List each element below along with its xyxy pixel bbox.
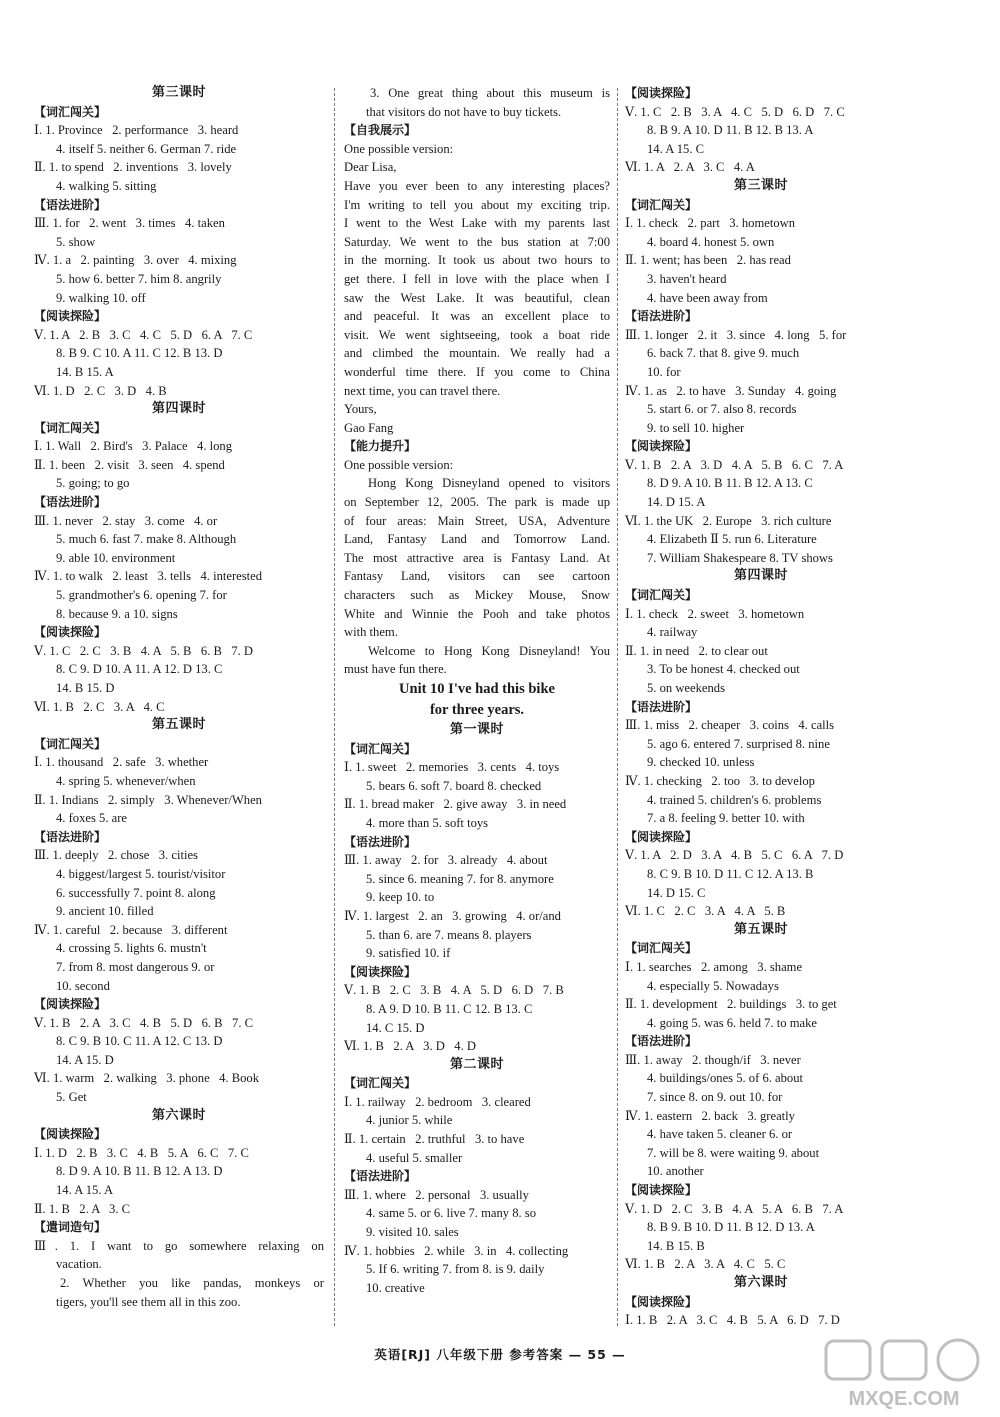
answer-line: Ⅲ. 1. where 2. personal 3. usually [344,1187,529,1202]
answer-line: 5. Get [56,1090,87,1105]
answer-line: 8. A 9. D 10. B 11. C 12. B 13. C [366,1001,533,1016]
lesson-heading: 第四课时 [151,401,206,417]
section-label: 【阅读探险】 [344,964,417,979]
text-line: wonderful time there. If you come to China [344,364,610,379]
page-footer: 英语[RJ] 八年级下册 参考答案 — 55 — [374,1347,626,1362]
answer-column-3 [625,84,897,1330]
answer-line: 4. same 5. or 6. live 7. many 8. so [366,1206,536,1221]
unit-title: for three years. [429,702,525,718]
answer-line: Ⅲ. 1. miss 2. cheaper 3. coins 4. calls [625,718,835,733]
answer-line: Ⅱ. 1. in need 2. to clear out [625,643,768,658]
answer-line: 4. have taken 5. cleaner 6. or [647,1127,793,1142]
section-label: 【遣词造句】 [34,1220,107,1235]
answer-line: Ⅲ. 1. longer 2. it 3. since 4. long 5. for [625,327,847,342]
answer-line: Ⅵ. 1. the UK 2. Europe 3. rich culture [625,513,832,528]
answer-line: 9. walking 10. off [56,290,146,305]
answer-line: Ⅲ. 1. away 2. for 3. already 4. about [344,853,548,868]
answer-line: Ⅴ. 1. D 2. C 3. B 4. A 5. A 6. B 7. A [625,1201,844,1216]
answer-line: 4. railway [647,625,698,640]
text-line: 3. One great thing about this museum is [370,86,610,100]
text-line: White and Winnie the Pooh and take photos [344,606,610,621]
answer-line: Ⅵ. 1. D 2. C 3. D 4. B [34,383,167,398]
answer-line: 8. C 9. B 10. C 11. A 12. C 13. D [56,1034,223,1049]
answer-line: 5. ago 6. entered 7. surprised 8. nine [647,736,830,751]
answer-line: Ⅰ. 1. B 2. A 3. C 4. B 5. A 6. D 7. D [625,1313,840,1328]
section-label: 【语法进阶】 [344,834,417,849]
answer-line: Ⅵ. 1. A 2. A 3. C 4. A [625,160,755,175]
answer-line: 9. keep 10. to [366,890,435,905]
answer-line: Ⅴ. 1. B 2. A 3. D 4. A 5. B 6. C 7. A [625,457,844,472]
lesson-heading: 第五课时 [733,921,788,937]
answer-line: 14. B 15. D [56,681,115,695]
answer-line: 14. A 15. D [56,1052,114,1067]
text-line: I went to the West Lake with my parents last [344,216,610,231]
text-line: I'm writing to tell you about my exciting trip. [344,197,610,212]
text-line: visit. We went sightseeing, took a boat ride [344,327,610,342]
answer-line: 8. B 9. A 10. D 11. B 12. B 13. A [647,123,814,138]
answer-line: Ⅱ. 1. bread maker 2. give away 3. in need [344,797,567,812]
answer-line: 4. walking 5. sitting [56,178,157,193]
answer-line: 5. than 6. are 7. means 8. players [366,927,532,942]
answer-line: Ⅰ. 1. thousand 2. safe 3. whether [34,755,209,770]
answer-line: 5. much 6. fast 7. make 8. Although [56,532,237,547]
answer-line: Ⅳ. 1. to walk 2. least 3. tells 4. interested [34,569,263,584]
answer-line: 10. for [647,364,681,379]
answer-line: 14. A 15. C [647,141,705,156]
text-line: Fantasy Land, visitors can see cartoon [344,569,610,584]
column-divider [617,88,618,1326]
text-line: Hong Kong Disneyland opened to visitors [368,476,610,491]
answer-line: 4. useful 5. smaller [366,1150,463,1165]
answer-line: 8. C 9. D 10. A 11. A 12. D 13. C [56,662,223,677]
answer-line: 10. another [647,1164,704,1179]
section-label: 【阅读探险】 [34,625,107,640]
answer-line: Gao Fang [344,420,394,435]
answer-line: Ⅳ. 1. hobbies 2. while 3. in 4. collecting [344,1243,569,1258]
answer-line: 14. B 15. A [56,364,114,379]
answer-line: Ⅲ. 1. deeply 2. chose 3. cities [34,848,198,863]
answer-line: Ⅲ. 1. away 2. though/if 3. never [625,1052,801,1067]
answer-line: 4. buildings/ones 5. of 6. about [647,1071,804,1086]
answer-column-2 [344,84,610,1297]
answer-line: Ⅱ. 1. certain 2. truthful 3. to have [344,1132,525,1147]
answer-line: with them. [344,625,398,640]
text-line: 2. Whether you like pandas, monkeys or [60,1276,324,1290]
answer-line: Ⅳ. 1. eastern 2. back 3. greatly [625,1108,795,1123]
answer-line: 5. show [56,234,96,249]
answer-line: Ⅴ. 1. C 2. C 3. B 4. A 5. B 6. B 7. D [34,643,254,658]
answer-line: 4. board 4. honest 5. own [647,234,775,249]
answer-line: 5. on weekends [647,681,725,695]
lesson-heading: 第五课时 [151,717,206,733]
answer-line: Ⅱ. 1. to spend 2. inventions 3. lovely [34,160,232,175]
lesson-heading: 第一课时 [449,722,504,737]
answer-line: 7. a 8. feeling 9. better 10. with [647,811,805,826]
answer-line: 4. have been away from [647,290,768,305]
answer-line: tigers, you'll see them all in this zoo. [56,1294,241,1309]
answer-line: 14. B 15. B [647,1238,705,1253]
answer-line: Ⅴ. 1. C 2. B 3. A 4. C 5. D 6. D 7. C [625,104,845,119]
answer-line: 4. crossing 5. lights 6. mustn't [56,941,207,956]
text-line: of four areas: Main Street, USA, Adventure [344,513,610,528]
answer-line: 14. C 15. D [366,1020,425,1035]
answer-line: 8. D 9. A 10. B 11. B 12. A 13. D [56,1164,223,1179]
answer-line: 7. from 8. most dangerous 9. or [56,959,215,974]
answer-line: 4. junior 5. while [366,1113,453,1128]
answer-line: 10. creative [366,1280,425,1295]
section-label: 【阅读探险】 [625,439,698,454]
answer-line: that visitors do not have to buy tickets. [366,104,562,119]
section-label: 【阅读探险】 [625,86,698,100]
text-line: The most attractive area is Fantasy Land. At [344,550,610,565]
answer-line: 4. biggest/largest 5. tourist/visitor [56,866,226,881]
text-line: Welcome to Hong Kong Disneyland! You [368,643,610,658]
answer-line: 6. back 7. that 8. give 9. much [647,346,800,361]
answer-line: Ⅱ. 1. development 2. buildings 3. to get [625,997,837,1012]
answer-line: 4. foxes 5. are [56,811,127,826]
lesson-heading: 第三课时 [151,85,206,100]
answer-line: Ⅱ. 1. been 2. visit 3. seen 4. spend [34,457,225,472]
answer-line: 9. ancient 10. filled [56,904,154,919]
answer-line: 8. D 9. A 10. B 11. B 12. A 13. C [647,476,813,491]
answer-line: 4. Elizabeth Ⅱ 5. run 6. Literature [647,532,817,547]
text-line: on September 12, 2005. The park is made up [344,495,610,510]
answer-line: 5. bears 6. soft 7. board 8. checked [366,778,542,793]
section-label: 【词汇闯关】 [34,736,107,751]
section-label: 【语法进阶】 [344,1169,417,1184]
answer-line: 7. William Shakespeare 8. TV shows [647,550,833,565]
answer-line: 5. start 6. or 7. also 8. records [647,402,797,417]
answer-line: 7. will be 8. were waiting 9. about [647,1145,820,1160]
section-label: 【语法进阶】 [34,829,107,844]
column-divider [334,88,335,1326]
section-label: 【阅读探险】 [34,309,107,324]
answer-line: One possible version: [344,457,454,472]
answer-line: Ⅳ. 1. careful 2. because 3. different [34,922,228,937]
answer-line: Ⅰ. 1. D 2. B 3. C 4. B 5. A 6. C 7. C [34,1145,249,1160]
answer-line: 9. to sell 10. higher [647,420,745,435]
answer-line: Yours, [344,402,377,417]
answer-line: 3. haven't heard [647,271,727,286]
section-label: 【自我展示】 [344,123,417,138]
answer-line: 9. able 10. environment [56,550,176,565]
watermark-text: MXQE.COM [848,1388,960,1410]
answer-line: Dear Lisa, [344,160,397,175]
answer-line: Ⅲ. 1. for 2. went 3. times 4. taken [34,216,225,231]
section-label: 【语法进阶】 [625,309,698,324]
answer-line: 5. since 6. meaning 7. for 8. anymore [366,871,554,886]
answer-line: 5. grandmother's 6. opening 7. for [56,588,227,603]
answer-line: 14. D 15. C [647,885,706,900]
answer-line: Ⅳ. 1. checking 2. too 3. to develop [625,773,815,788]
answer-line: 9. visited 10. sales [366,1225,459,1240]
answer-line: 9. checked 10. unless [647,755,755,770]
answer-line: 4. more than 5. soft toys [366,815,489,830]
answer-line: Ⅰ. 1. check 2. part 3. hometown [625,216,796,231]
answer-line: 8. B 9. B 10. D 11. B 12. D 13. A [647,1220,815,1235]
answer-line: 8. because 9. a 10. signs [56,606,178,621]
section-label: 【词汇闯关】 [625,941,698,956]
lesson-heading: 第四课时 [733,568,788,584]
answer-line: Ⅲ. 1. never 2. stay 3. come 4. or [34,513,218,528]
text-line: characters such as Mickey Mouse, Snow [344,588,610,603]
section-label: 【语法进阶】 [625,1034,698,1049]
answer-line: Ⅰ. 1. Province 2. performance 3. heard [34,123,239,138]
section-label: 【词汇闯关】 [34,420,107,435]
text-line: Land, Fantasy Land and Tomorrow Land. [344,532,610,547]
section-label: 【阅读探险】 [625,829,698,844]
lesson-heading: 第三课时 [733,177,788,193]
answer-line: Ⅱ. 1. Indians 2. simply 3. Whenever/When [34,792,262,807]
answer-line: 8. C 9. B 10. D 11. C 12. A 13. B [647,866,814,881]
answer-line: 10. second [56,978,110,993]
answer-line: Ⅳ. 1. a 2. painting 3. over 4. mixing [34,253,237,268]
answer-line: 4. going 5. was 6. held 7. to make [647,1015,817,1030]
section-label: 【词汇闯关】 [344,741,417,756]
answer-line: next time, you can travel there. [344,383,501,398]
section-label: 【语法进阶】 [34,197,107,212]
answer-line: 8. B 9. C 10. A 11. C 12. B 13. D [56,346,223,361]
text-line: Saturday. We went to the bus station at 7:00 [344,234,610,249]
answer-line: 5. going; to go [56,476,130,491]
answer-line: Ⅱ. 1. B 2. A 3. C [34,1201,131,1216]
answer-line: Ⅰ. 1. check 2. sweet 3. hometown [625,606,805,621]
section-label: 【语法进阶】 [34,495,107,510]
answer-line: 14. D 15. A [647,495,706,510]
text-line: and peaceful. It was an excellent place to [344,309,610,324]
section-label: 【词汇闯关】 [344,1076,417,1091]
text-line: Ⅲ. 1. I want to go somewhere relaxing on [34,1238,324,1253]
answer-line: Ⅵ. 1. B 2. C 3. A 4. C [34,699,165,714]
answer-line: Ⅳ. 1. as 2. to have 3. Sunday 4. going [625,383,837,398]
answer-line: 9. satisfied 10. if [366,946,451,961]
lesson-heading: 第六课时 [151,1107,206,1123]
text-line: get there. I fell in love with the place when I [344,271,610,286]
answer-line: Ⅵ. 1. C 2. C 3. A 4. A 5. B [625,904,786,919]
answer-line: Ⅵ. 1. B 2. A 3. A 4. C 5. C [625,1257,786,1272]
section-label: 【阅读探险】 [625,1294,698,1309]
section-label: 【阅读探险】 [34,997,107,1012]
answer-line: One possible version: [344,141,454,156]
lesson-heading: 第二课时 [449,1056,504,1072]
text-line: in the morning. It took us about two hours to [344,253,610,268]
answer-line: Ⅴ. 1. B 2. A 3. C 4. B 5. D 6. B 7. C [34,1015,254,1030]
answer-line: 5. If 6. writing 7. from 8. is 9. daily [366,1262,545,1277]
answer-line: 3. To be honest 4. checked out [647,662,800,677]
section-label: 【词汇闯关】 [34,104,107,119]
section-label: 【能力提升】 [344,439,417,454]
answer-line: vacation. [56,1257,102,1272]
answer-line: Ⅴ. 1. A 2. D 3. A 4. B 5. C 6. A 7. D [625,848,844,863]
text-line: and climbed the mountain. We really had a [344,346,610,361]
answer-line: Ⅵ. 1. warm 2. walking 3. phone 4. Book [34,1071,259,1086]
text-line: saw the West Lake. It was beautiful, clean [344,290,610,305]
section-label: 【词汇闯关】 [625,197,698,212]
text-line: Have you ever been to any interesting places? [344,178,610,193]
answer-line: Ⅴ. 1. B 2. C 3. B 4. A 5. D 6. D 7. B [344,983,564,998]
answer-line: 4. spring 5. whenever/when [56,773,196,788]
section-label: 【语法进阶】 [625,699,698,714]
answer-line: Ⅰ. 1. sweet 2. memories 3. cents 4. toys [344,760,560,775]
unit-title: Unit 10 I've had this bike [399,681,555,697]
answer-column-1 [34,84,324,1311]
answer-line: 14. A 15. A [56,1183,114,1198]
answer-line: Ⅰ. 1. railway 2. bedroom 3. cleared [344,1094,531,1109]
answer-line: Ⅰ. 1. searches 2. among 3. shame [625,959,803,974]
answer-line: Ⅰ. 1. Wall 2. Bird's 3. Palace 4. long [34,439,233,454]
answer-line: must have fun there. [344,662,447,677]
answer-line: 4. trained 5. children's 6. problems [647,792,822,807]
answer-line: Ⅴ. 1. A 2. B 3. C 4. C 5. D 6. A 7. C [34,327,253,342]
answer-line: 7. since 8. on 9. out 10. for [647,1090,783,1105]
answer-line: Ⅱ. 1. went; has been 2. has read [625,253,791,268]
lesson-heading: 第六课时 [733,1275,788,1290]
section-label: 【阅读探险】 [34,1127,107,1142]
watermark-logo [820,1337,988,1411]
answer-line: 4. especially 5. Nowadays [647,978,779,993]
answer-line: Ⅳ. 1. largest 2. an 3. growing 4. or/and [344,908,561,923]
section-label: 【阅读探险】 [625,1183,698,1198]
answer-line: 6. successfully 7. point 8. along [56,885,216,900]
answer-line: Ⅵ. 1. B 2. A 3. D 4. D [344,1039,476,1054]
answer-line: 4. itself 5. neither 6. German 7. ride [56,141,237,156]
answer-line: 5. how 6. better 7. him 8. angrily [56,271,222,286]
section-label: 【词汇闯关】 [625,588,698,603]
